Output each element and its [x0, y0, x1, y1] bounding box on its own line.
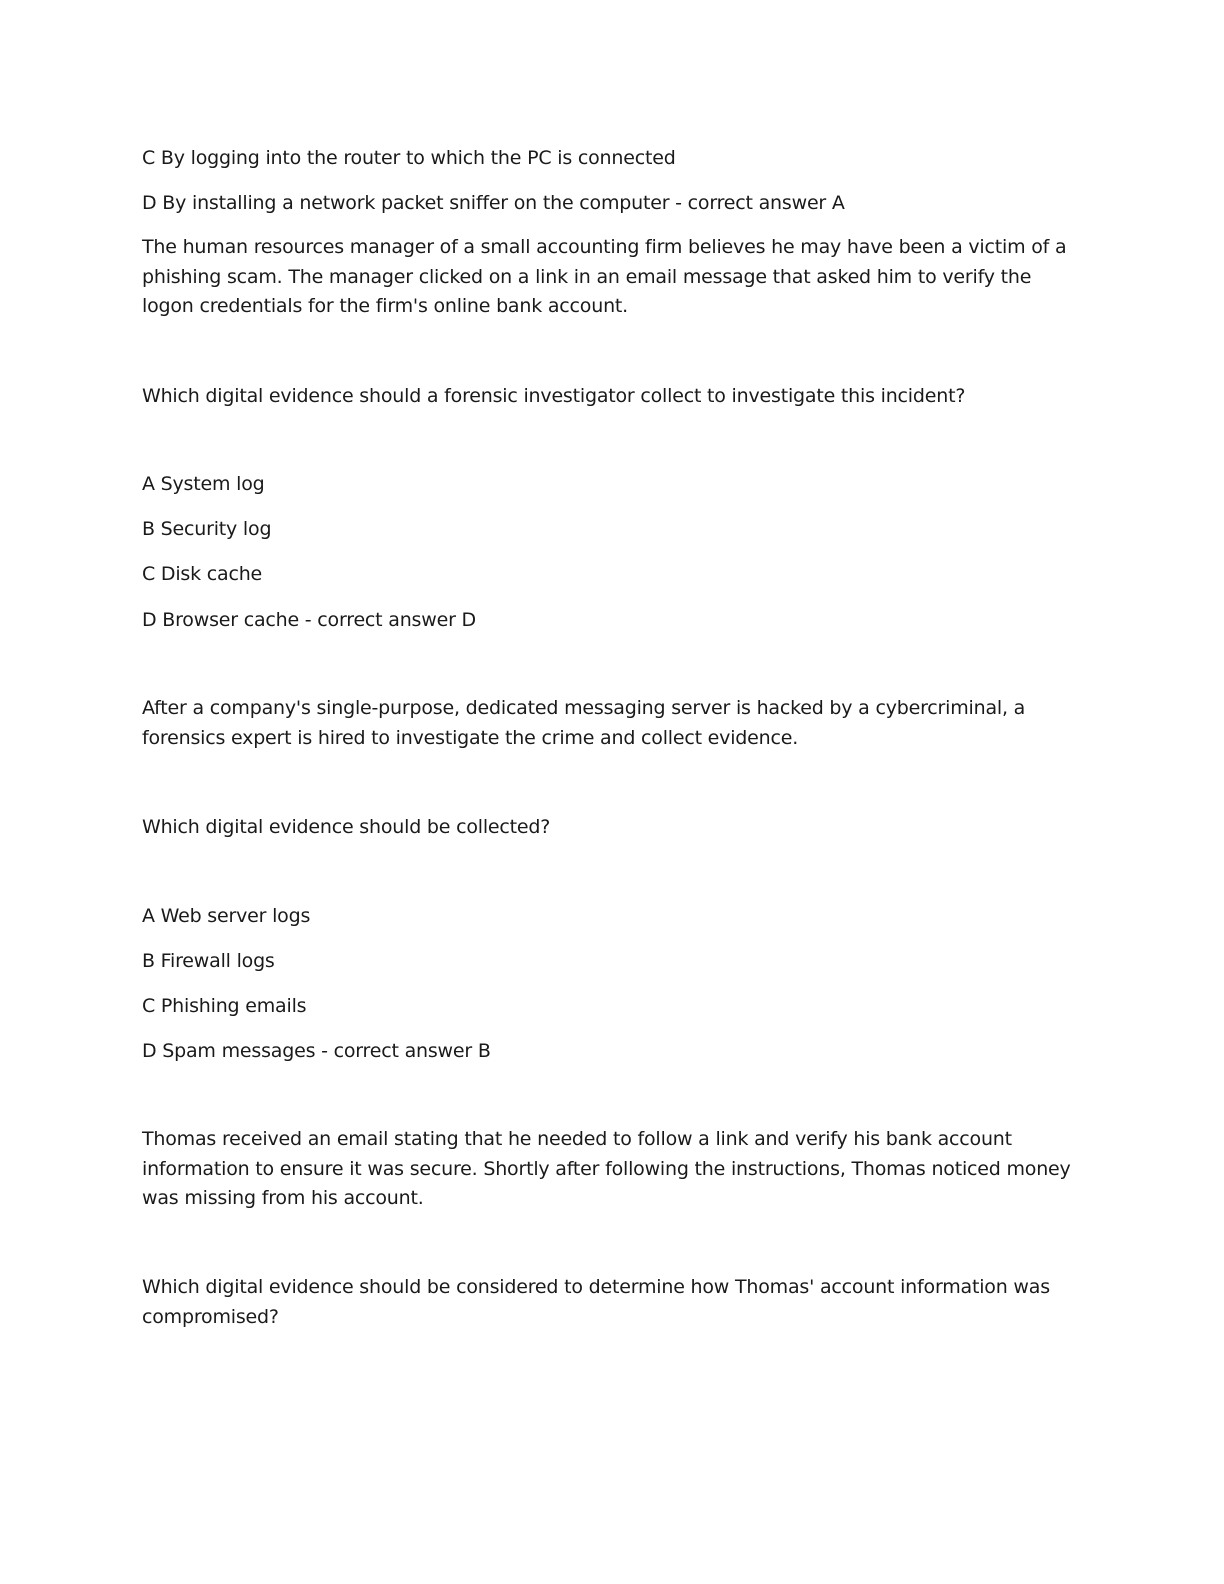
q2-option-c: C Phishing emails [142, 995, 307, 1017]
q3-scenario: Thomas received an email stating that he needed to follow a link and verify his bank account information to ensure it was secure. Shortly after following the instructions, Thomas noticed money was missing from his account. [142, 1128, 1071, 1209]
prev-option-c: C By logging into the router to which the PC is connected [142, 147, 676, 169]
q1-question: Which digital evidence should a forensic investigator collect to investigate this incident? [142, 385, 966, 407]
q1-scenario: The human resources manager of a small accounting firm believes he may have been a victim of a phishing scam. The manager clicked on a link in an email message that asked him to verify the logon credentials for the firm's online bank account. [142, 236, 1067, 317]
q2-option-d: D Spam messages - correct answer B [142, 1040, 491, 1062]
q1-option-c: C Disk cache [142, 563, 263, 585]
q1-option-b: B Security log [142, 518, 272, 540]
q2-option-b: B Firewall logs [142, 950, 275, 972]
q2-option-a: A Web server logs [142, 905, 311, 927]
q1-option-d: D Browser cache - correct answer D [142, 609, 476, 631]
q2-question: Which digital evidence should be collected? [142, 816, 551, 838]
q3-question: Which digital evidence should be considered to determine how Thomas' account information was compromised? [142, 1276, 1050, 1328]
prev-option-d: D By installing a network packet sniffer on the computer - correct answer A [142, 192, 845, 214]
q2-scenario: After a company's single-purpose, dedicated messaging server is hacked by a cybercriminal, a forensics expert is hired to investigate the crime and collect evidence. [142, 697, 1026, 749]
q1-option-a: A System log [142, 473, 265, 495]
